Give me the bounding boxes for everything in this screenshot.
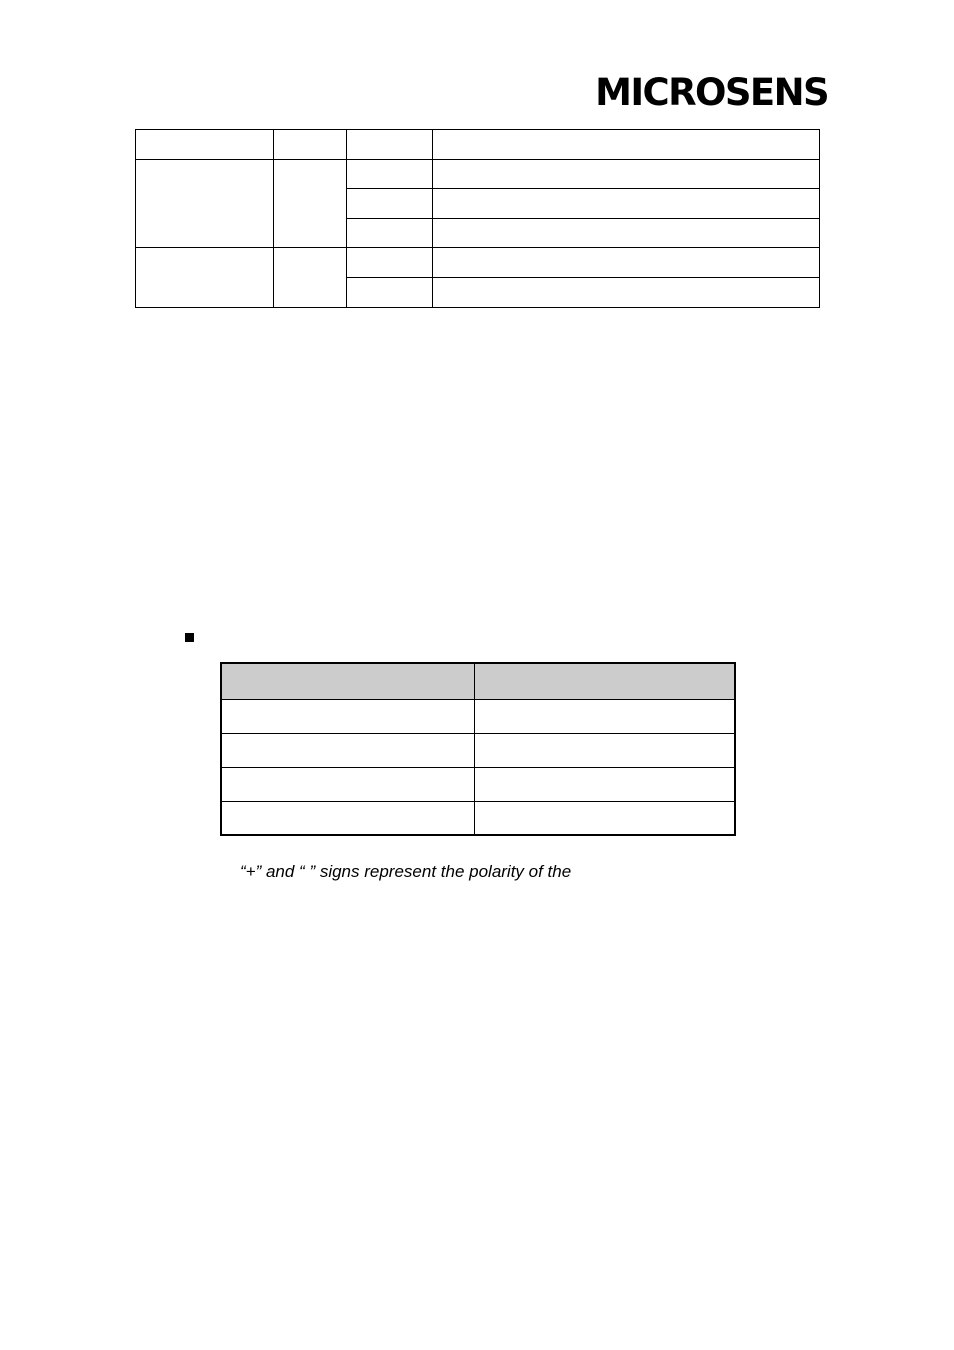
table-row [221, 767, 735, 801]
table-header-row [221, 663, 735, 699]
table-cell [347, 248, 433, 278]
square-bullet-icon [185, 633, 194, 642]
table-cell [274, 159, 347, 248]
pin-assignment-table [135, 129, 820, 308]
microsens-logo: MICROSENS [595, 71, 828, 114]
table-row [136, 248, 820, 278]
table-cell [433, 189, 820, 219]
table-cell [474, 801, 735, 835]
table-cell [433, 277, 820, 307]
table-cell [347, 159, 433, 189]
table-cell [433, 159, 820, 189]
table-row [221, 801, 735, 835]
table-cell [474, 699, 735, 733]
table-row [221, 733, 735, 767]
table-cell [347, 130, 433, 160]
table-row [136, 159, 820, 189]
table-cell [221, 801, 474, 835]
table-cell [474, 733, 735, 767]
table-cell [433, 130, 820, 160]
table-cell [221, 767, 474, 801]
table-cell [347, 189, 433, 219]
polarity-note: “+” and “ ” signs represent the polarity of the [240, 862, 572, 881]
table-cell [474, 767, 735, 801]
table-row [221, 699, 735, 733]
table-cell [274, 248, 347, 307]
table-cell [136, 130, 274, 160]
table-cell [136, 248, 274, 307]
signal-polarity-table [220, 662, 736, 836]
table-row [136, 130, 820, 160]
table-cell [433, 248, 820, 278]
table-cell [221, 733, 474, 767]
table-header-cell [221, 663, 474, 699]
table-cell [347, 218, 433, 248]
table-header-cell [474, 663, 735, 699]
table-cell [347, 277, 433, 307]
table-cell [274, 130, 347, 160]
table-cell [221, 699, 474, 733]
table-cell [433, 218, 820, 248]
table-cell [136, 159, 274, 248]
